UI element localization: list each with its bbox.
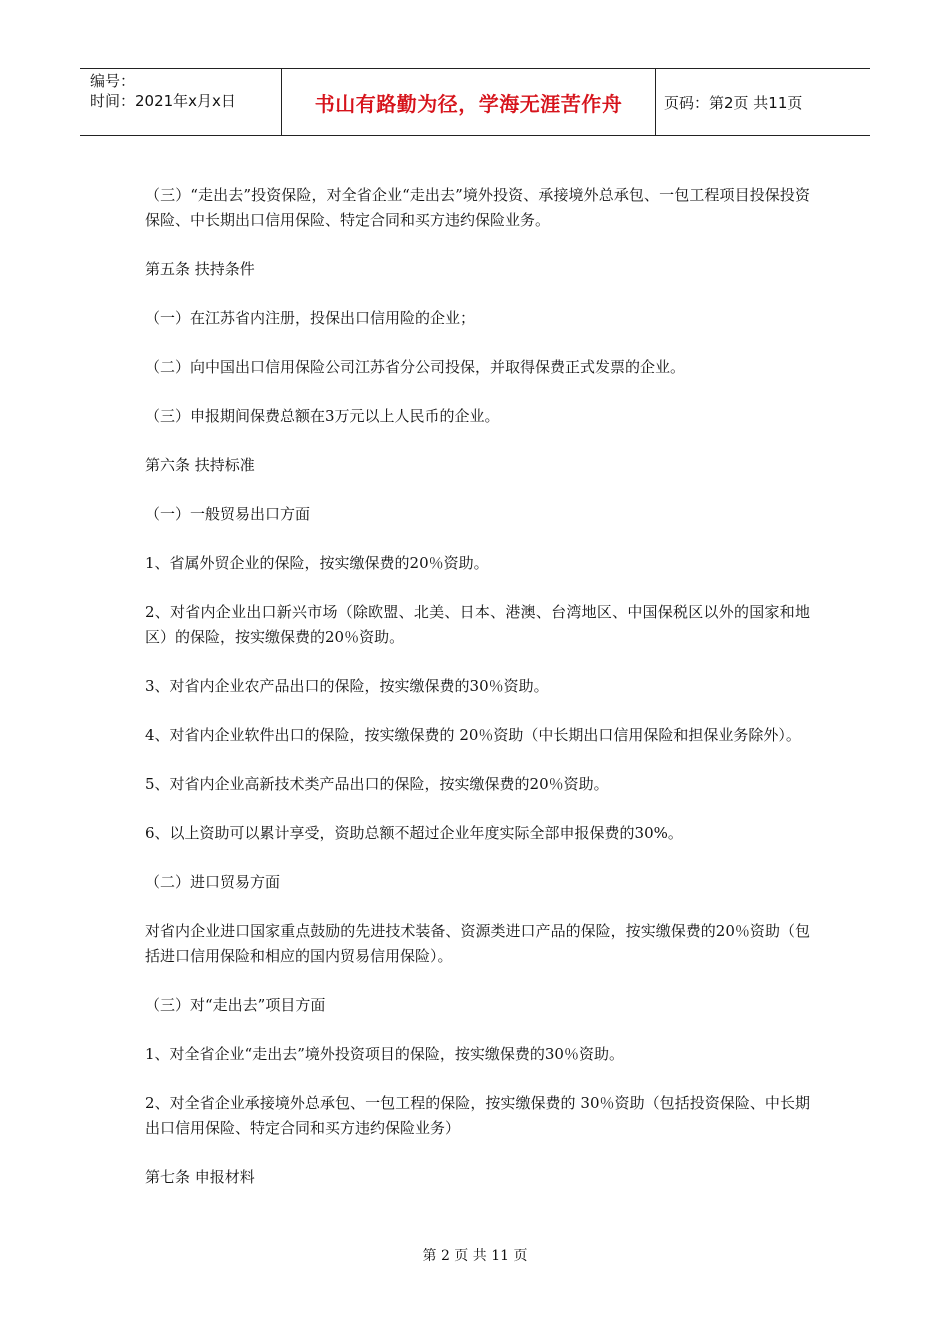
page-footer: 第 2 页 共 11 页 (422, 1248, 528, 1264)
paragraph: 3、对省内企业农产品出口的保险，按实缴保费的30％资助。 (145, 677, 549, 695)
paragraph: （三）申报期间保费总额在3万元以上人民币的企业。 (145, 407, 500, 425)
document-body (145, 183, 810, 1214)
paragraph: 4、对省内企业软件出口的保险，按实缴保费的 20％资助（中长期出口信用保险和担保业务除外）。 (145, 726, 801, 744)
paragraph: 1、省属外贸企业的保险，按实缴保费的20％资助。 (145, 554, 489, 572)
subsection-heading: （三）对“走出去”项目方面 (145, 996, 326, 1014)
page-header (80, 68, 870, 136)
paragraph: 1、对全省企业“走出去”境外投资项目的保险，按实缴保费的30％资助。 (145, 1045, 624, 1063)
document-number-label: 编号： (90, 72, 136, 90)
paragraph: （二）向中国出口信用保险公司江苏省分公司投保，并取得保费正式发票的企业。 (145, 358, 686, 376)
paragraph: （一）在江苏省内注册，投保出口信用险的企业； (145, 309, 476, 327)
paragraph: 6、以上资助可以累计享受，资助总额不超过企业年度实际全部申报保费的30%。 (145, 824, 683, 842)
paragraph: 2、对全省企业承接境外总承包、一包工程的保险，按实缴保费的 30％资助（包括投资保险、中长期出口信用保险、特定合同和买方违约保险业务） (145, 1094, 810, 1137)
header-motto: 书山有路勤为径，学海无涯苦作舟 (282, 69, 656, 135)
paragraph: 2、对省内企业出口新兴市场（除欧盟、北美、日本、港澳、台湾地区、中国保税区以外的国家和地区）的保险，按实缴保费的20％资助。 (145, 603, 810, 646)
header-meta (80, 69, 282, 135)
paragraph: 对省内企业进口国家重点鼓励的先进技术装备、资源类进口产品的保险，按实缴保费的20％资助（包括进口信用保险和相应的国内贸易信用保险）。 (145, 922, 810, 965)
section-heading: 第六条 扶持标准 (145, 456, 255, 474)
document-date-label: 时间：2021年x月x日 (90, 92, 236, 110)
subsection-heading: （一）一般贸易出口方面 (145, 505, 311, 523)
section-heading: 第七条 申报材料 (145, 1168, 255, 1186)
header-page-info: 页码：第2页 共11页 (664, 93, 803, 112)
paragraph: 5、对省内企业高新技术类产品出口的保险，按实缴保费的20％资助。 (145, 775, 609, 793)
section-heading: 第五条 扶持条件 (145, 260, 255, 278)
subsection-heading: （二）进口贸易方面 (145, 873, 281, 891)
paragraph: （三）“走出去”投资保险，对全省企业“走出去”境外投资、承接境外总承包、一包工程项目投保投资保险、中长期出口信用保险、特定合同和买方违约保险业务。 (145, 186, 810, 229)
